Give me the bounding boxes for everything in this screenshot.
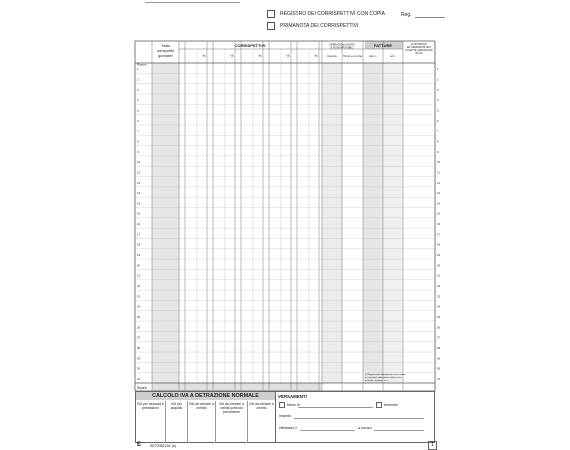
row-number-left: 25 [137, 314, 141, 319]
altri-importi-4: NE IVA [415, 53, 423, 55]
row-number-left: 23 [137, 294, 141, 299]
row-number-right: 5 [437, 108, 439, 113]
row-number-right: 21 [437, 273, 441, 278]
row-number-left: 18 [137, 242, 141, 247]
row-number-left: 24 [137, 304, 141, 309]
col-totale-label-1: Totale [160, 44, 171, 48]
checkbox-mese[interactable] [279, 402, 285, 408]
row-number-left: 20 [137, 263, 141, 268]
row-number-left: 15 [137, 211, 141, 216]
vers-effettuato-label: effettuato il [279, 426, 297, 430]
percent-label-1: % [230, 54, 234, 58]
corrispettivi-title: CORRISPETTIVI [234, 43, 266, 48]
calc-col-cessioni: IVA per cessioni e prestazioni [136, 401, 166, 443]
riporto-top: Riporto [137, 62, 147, 67]
versamenti-title: VERSAMENTI [278, 394, 307, 399]
note-3: ta fiscale, scontrino, ecc.) [365, 380, 389, 382]
row-number-right: 27 [437, 335, 441, 340]
row-number-left: 11 [137, 170, 140, 175]
vers-trimestre-label: trimestre [384, 403, 398, 407]
row-number-left: 14 [137, 201, 141, 206]
row-number-left: 27 [137, 335, 141, 340]
row-number-left: 7 [137, 129, 139, 134]
ledger-table [135, 41, 441, 391]
dal-column-shade [363, 63, 383, 383]
row-number-left: 21 [137, 273, 141, 278]
vers-importo-line[interactable] [294, 418, 424, 419]
percent-label-4: % [314, 54, 318, 58]
row-number-right: 26 [437, 325, 441, 330]
bottom-riporto-shade [152, 383, 322, 391]
row-number-right: 29 [437, 356, 441, 361]
note-2: tivi specificati nelle relative fatture (ricev [365, 377, 402, 379]
row-number-right: 15 [437, 211, 441, 216]
bottom-section [135, 391, 435, 443]
vers-importo-label: importo [279, 414, 291, 418]
altri-importi-1: ALTRI IMPORTI [410, 44, 428, 46]
row-number-right: 17 [437, 232, 441, 237]
row-number-left: 3 [137, 87, 139, 92]
row-number-right: 9 [437, 149, 439, 154]
vers-mese-label: Mese di [287, 403, 300, 407]
row-number-left: 8 [137, 139, 139, 144]
row-number-left: 2 [137, 77, 139, 82]
publisher-logo: E [137, 442, 142, 448]
row-number-left: 26 [137, 325, 141, 330]
row-number-right: 8 [437, 139, 439, 144]
row-number-right: 2 [437, 77, 439, 82]
row-number-right: 20 [437, 263, 441, 268]
row-number-left: 12 [137, 180, 141, 185]
row-number-left: 17 [137, 232, 141, 237]
row-number-right: 25 [437, 314, 441, 319]
altri-importi-3: OGGETTE A REGISTRAZI [405, 50, 433, 52]
row-number-left: 19 [137, 253, 141, 258]
row-number-right: 22 [437, 284, 441, 288]
fatture-title: FATTURE [373, 43, 393, 48]
operazioni-title-2: E NON IMPONIBILI [330, 46, 354, 50]
row-number-left: 10 [137, 160, 141, 165]
vers-trimestre [376, 402, 398, 408]
row-number-left: 16 [137, 222, 141, 227]
option-registro-label: REGISTRO DEI CORRISPETTIVI CON COPIA [280, 11, 386, 17]
row-number-right: 19 [437, 253, 441, 258]
row-number-right: 7 [437, 129, 439, 134]
page-number: 1 [428, 441, 437, 450]
titolo-norma-label: Titolo e norma [342, 54, 363, 58]
row-number-left: 30 [137, 366, 141, 371]
calc-col-credito: IVA da versare a credito [249, 402, 274, 410]
row-number-left: 31 [137, 376, 141, 381]
calcolo-iva-block [136, 392, 276, 443]
row-number-left: 9 [137, 149, 139, 154]
row-number-left: 29 [137, 356, 141, 361]
row-number-right: 13 [437, 191, 441, 196]
row-number-right: 3 [437, 87, 439, 92]
row-number-right: 1 [437, 67, 439, 72]
reg-label: Reg. [401, 12, 412, 18]
checkbox-trimestre[interactable] [376, 402, 382, 408]
percent-label-0: % [202, 54, 206, 58]
vers-effettuato-line[interactable] [300, 430, 355, 431]
row-number-right: 30 [437, 366, 441, 371]
note-1: (1) Registrazioni dettagliate di cui ai corrispe [365, 374, 406, 376]
option-primanota-label: PRIMANOTA DEI CORRISPETTIVI [280, 23, 359, 29]
vers-mese [279, 402, 300, 408]
importo-column-shade [322, 63, 342, 383]
vers-mese-line[interactable] [298, 407, 373, 408]
dal-label: dal n. [369, 54, 377, 58]
percent-label-3: % [286, 54, 290, 58]
calc-col-acquisti: IVA per acquisti [166, 401, 188, 443]
option-primanota [267, 22, 359, 30]
row-number-left: 1 [137, 67, 139, 72]
riporto-bottom: Riporto [137, 386, 148, 390]
checkbox-registro[interactable] [267, 10, 275, 18]
operazioni-title-1: OPERAZIONI ESENTI [328, 43, 356, 47]
option-registro [267, 10, 385, 18]
row-number-right: 4 [437, 98, 439, 103]
row-number-right: 10 [437, 160, 441, 165]
row-number-left: 5 [137, 108, 139, 113]
row-number-left: 4 [137, 98, 139, 103]
top-rule [145, 2, 240, 3]
row-number-left: 6 [137, 118, 139, 123]
importo-label: Importo [326, 54, 338, 58]
row-number-right: 24 [437, 304, 441, 309]
checkbox-primanota[interactable] [267, 22, 275, 30]
row-number-right: 23 [437, 294, 441, 299]
altri-importi-2: ER OPERAZIONI NON [407, 47, 431, 49]
row-number-right: 28 [437, 345, 441, 350]
row-number-left: 13 [137, 191, 141, 196]
col-totale-label-2: corrispettivi [156, 49, 175, 53]
al-column-shade [383, 63, 403, 383]
row-number-right: 12 [437, 180, 441, 185]
row-number-right: 16 [437, 222, 441, 227]
row-number-left: 28 [137, 345, 141, 350]
row-number-right: 11 [437, 170, 440, 175]
row-number-right: 6 [437, 118, 439, 123]
form-code: SE700B1200 (a) [150, 444, 176, 448]
versamenti-block [276, 392, 434, 443]
vers-mezzo-line[interactable] [374, 430, 424, 431]
reg-line [415, 17, 445, 18]
row-number-left: 22 [137, 284, 141, 288]
al-label: al n. [390, 54, 396, 58]
calcolo-iva-title: CALCOLO IVA A DETRAZIONE NORMALE [136, 392, 275, 400]
row-number-right: 31 [437, 376, 441, 381]
row-number-right: 18 [437, 242, 441, 247]
col-totale-label-3: giornalieri [158, 54, 173, 58]
totale-column-shade [152, 63, 179, 383]
calc-col-versare: IVA da versare a credito [188, 401, 216, 443]
vers-mezzo-label: a mezzo [358, 426, 372, 430]
calc-col-precedente: IVA da versare a credito periodo precedente [216, 401, 248, 443]
row-number-right: 14 [437, 201, 441, 206]
percent-label-2: % [258, 54, 262, 58]
